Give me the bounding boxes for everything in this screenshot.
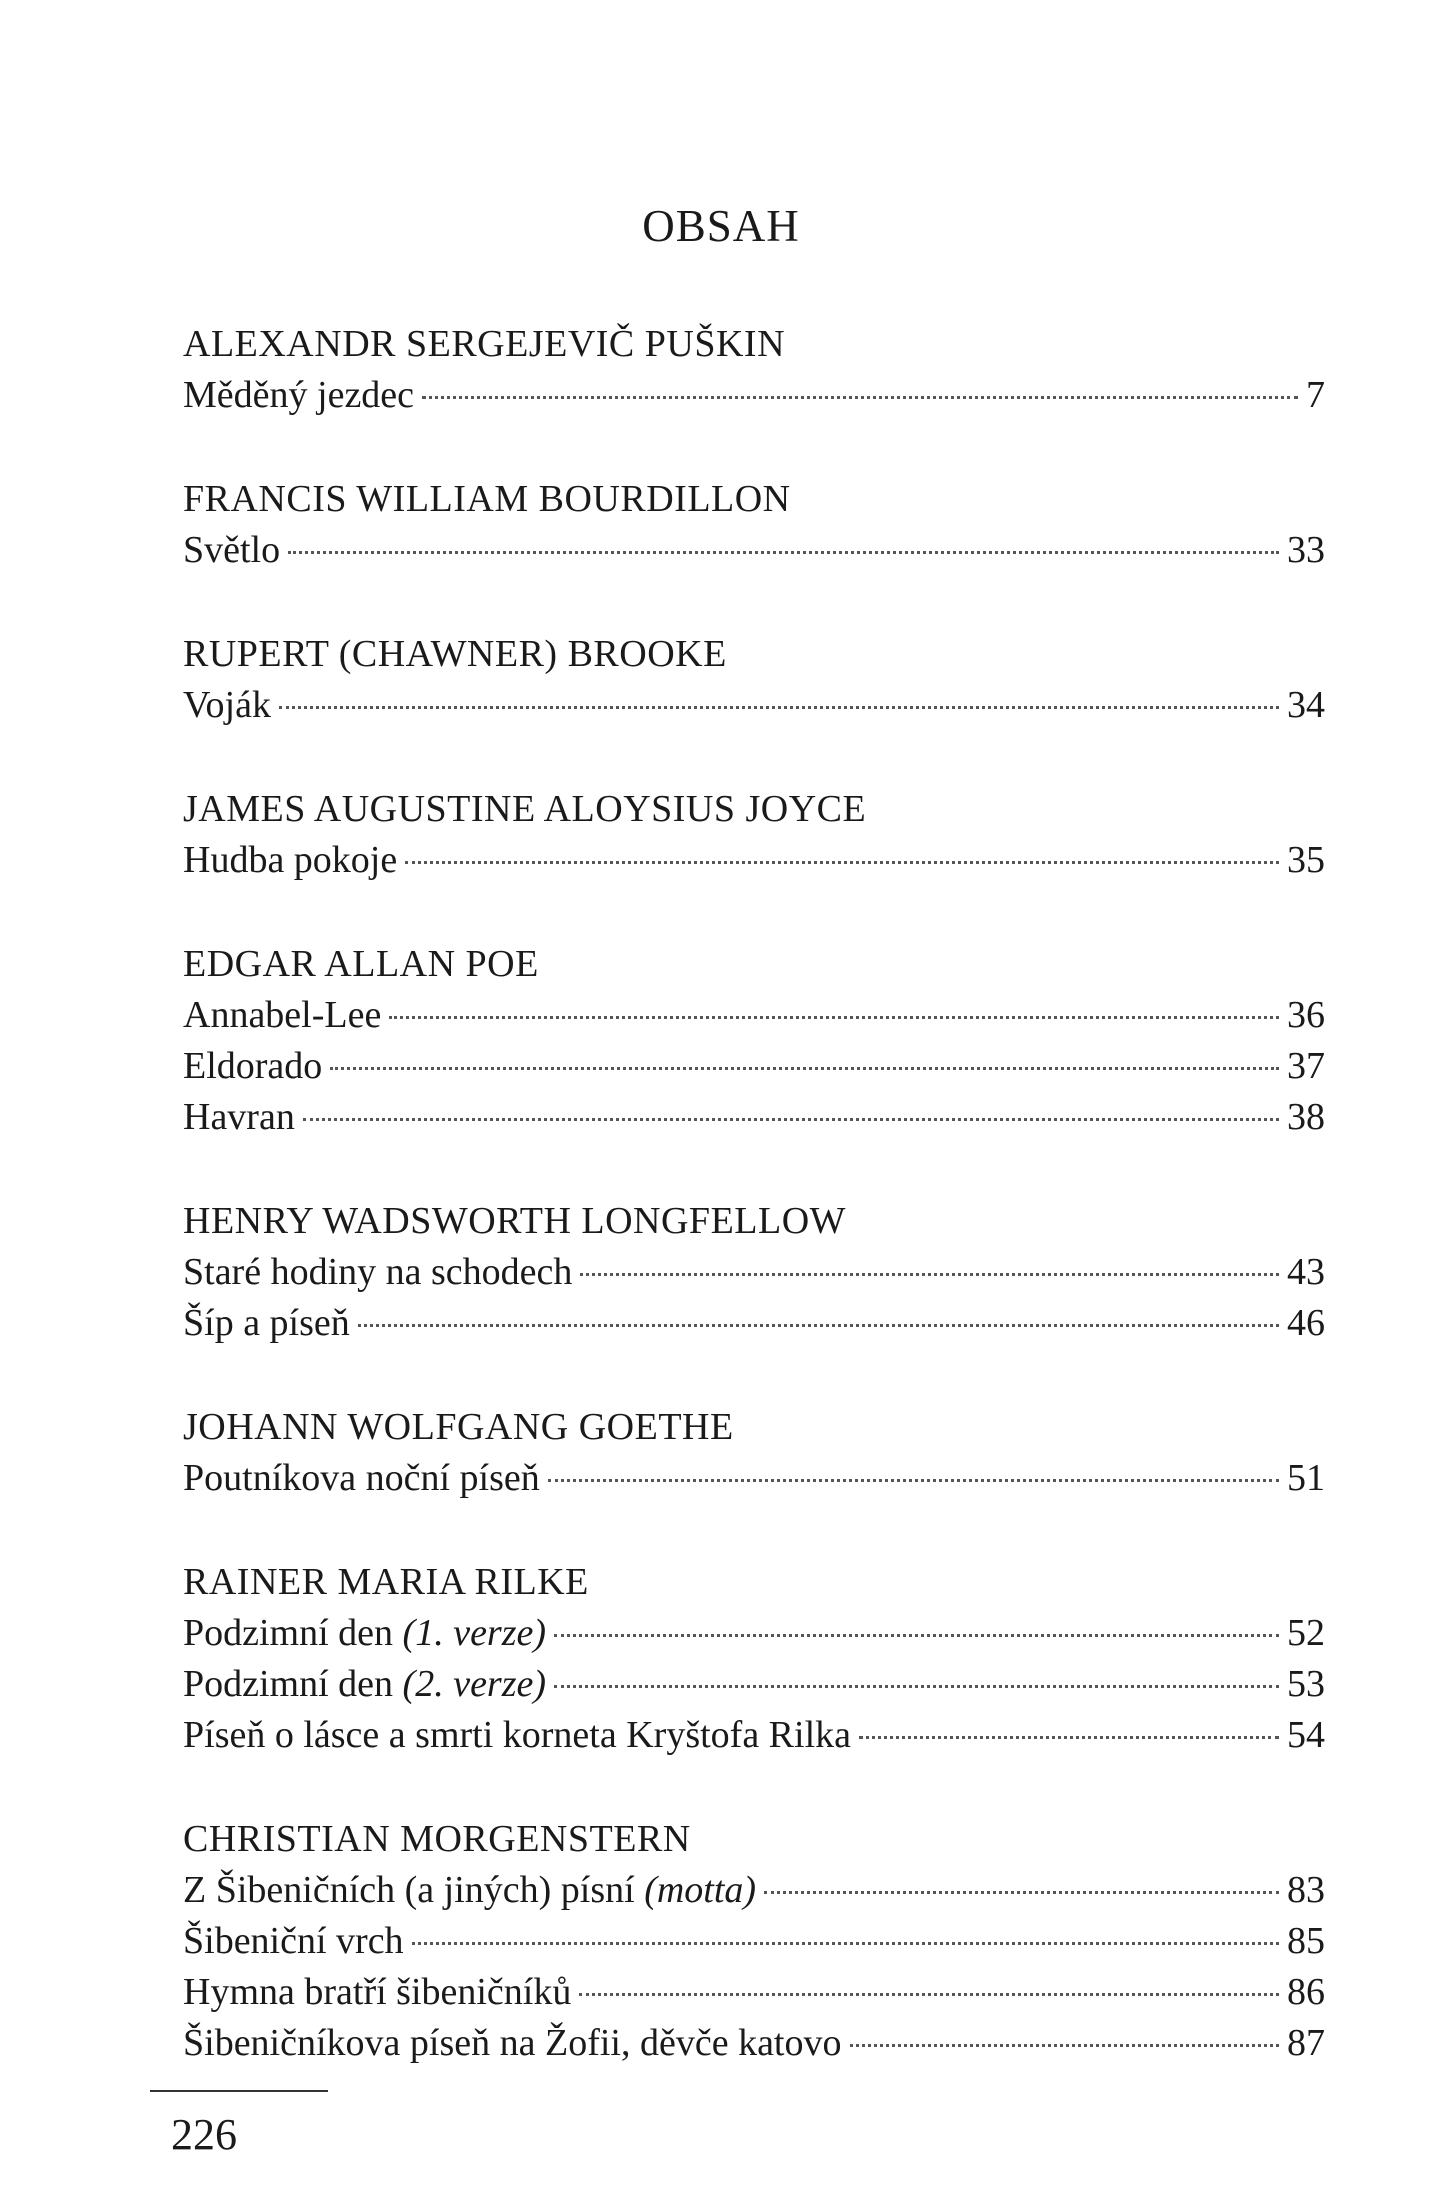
entry-page-number: 52 [1287,1612,1325,1654]
entry-title: Poutníkova noční píseň [183,1457,540,1499]
entry-page-number: 85 [1287,1920,1325,1962]
dot-leader [554,1634,1279,1637]
page-number: 226 [171,2110,237,2159]
toc-section [183,318,1325,421]
author-name: EDGAR ALLAN POE [183,943,539,985]
footer-divider [150,2090,328,2092]
entry-page-number: 53 [1287,1663,1325,1705]
toc-section [183,783,1325,886]
toc-entry[interactable] [183,370,1325,421]
dot-leader [554,1685,1279,1688]
toc-entry[interactable] [183,1916,1325,1967]
toc-entry[interactable] [183,1298,1325,1349]
entry-title-text: Podzimní den [183,1663,394,1705]
entry-title: Havran [183,1096,295,1138]
author-name: RUPERT (CHAWNER) BROOKE [183,633,727,675]
toc-entry[interactable] [183,1247,1325,1298]
entry-page-number: 35 [1287,839,1325,881]
toc-entry[interactable] [183,1659,1325,1710]
entry-title [183,1659,546,1710]
entry-title-note: (2. verze) [402,1663,547,1705]
entry-title: Šíp a píseň [183,1302,350,1344]
table-of-contents [183,318,1325,2121]
toc-entry[interactable] [183,680,1325,731]
entry-page-number: 37 [1287,1045,1325,1087]
entry-title [183,1865,756,1916]
entry-title-note: (motta) [644,1869,757,1911]
entry-title [183,1608,546,1659]
entry-page-number: 33 [1287,529,1325,571]
entry-title: Eldorado [183,1045,323,1087]
dot-leader [422,396,1298,399]
entry-title: Šibeniční vrch [183,1920,404,1962]
entry-page-number: 34 [1287,684,1325,726]
toc-section [183,473,1325,576]
dot-leader [358,1324,1279,1327]
entry-title-text: Z Šibeničních (a jiných) písní [183,1869,635,1911]
entry-title-note: (1. verze) [402,1612,547,1654]
dot-leader [850,2044,1280,2047]
entry-title: Voják [183,684,271,726]
dot-leader [288,551,1279,554]
author-name: ALEXANDR SERGEJEVIČ PUŠKIN [183,323,786,365]
dot-leader [579,1993,1279,1996]
toc-section [183,1813,1325,2069]
dot-leader [330,1067,1279,1070]
dot-leader [859,1736,1279,1739]
author-name: FRANCIS WILLIAM BOURDILLON [183,478,791,520]
entry-title: Šibeničníkova píseň na Žofii, děvče katovo [183,2022,842,2064]
entry-title: Staré hodiny na schodech [183,1251,573,1293]
toc-section [183,938,1325,1143]
entry-page-number: 54 [1287,1714,1325,1756]
entry-page-number: 7 [1306,374,1325,416]
entry-title: Annabel-Lee [183,994,382,1036]
toc-section [183,1556,1325,1761]
author-name: HENRY WADSWORTH LONGFELLOW [183,1200,847,1242]
author-name: RAINER MARIA RILKE [183,1561,589,1603]
entry-page-number: 43 [1287,1251,1325,1293]
toc-section [183,1195,1325,1349]
dot-leader [279,706,1279,709]
toc-entry[interactable] [183,1092,1325,1143]
toc-entry[interactable] [183,1865,1325,1916]
toc-entry[interactable] [183,525,1325,576]
entry-title: Píseň o lásce a smrti korneta Kryštofa Rilka [183,1714,852,1756]
entry-title: Měděný jezdec [183,374,415,416]
dot-leader [389,1016,1279,1019]
dot-leader [412,1942,1279,1945]
entry-page-number: 83 [1287,1869,1325,1911]
toc-entry[interactable] [183,1967,1325,2018]
entry-page-number: 86 [1287,1971,1325,2013]
toc-entry[interactable] [183,1041,1325,1092]
toc-entry[interactable] [183,1453,1325,1504]
page-title: OBSAH [642,201,800,251]
dot-leader [303,1118,1279,1121]
entry-page-number: 36 [1287,994,1325,1036]
entry-title: Světlo [183,529,281,571]
author-name: JAMES AUGUSTINE ALOYSIUS JOYCE [183,788,867,830]
author-name: JOHANN WOLFGANG GOETHE [183,1406,734,1448]
toc-section [183,1401,1325,1504]
entry-page-number: 46 [1287,1302,1325,1344]
dot-leader [548,1479,1279,1482]
entry-page-number: 51 [1287,1457,1325,1499]
entry-title: Hudba pokoje [183,839,398,881]
toc-entry[interactable] [183,835,1325,886]
entry-page-number: 87 [1287,2022,1325,2064]
dot-leader [405,861,1279,864]
toc-section [183,628,1325,731]
author-name: CHRISTIAN MORGENSTERN [183,1818,691,1860]
toc-entry[interactable] [183,1710,1325,1761]
toc-entry[interactable] [183,990,1325,1041]
dot-leader [764,1891,1279,1894]
entry-title: Hymna bratří šibeničníků [183,1971,572,2013]
toc-entry[interactable] [183,2018,1325,2069]
entry-page-number: 38 [1287,1096,1325,1138]
dot-leader [580,1273,1279,1276]
entry-title-text: Podzimní den [183,1612,394,1654]
toc-entry[interactable] [183,1608,1325,1659]
